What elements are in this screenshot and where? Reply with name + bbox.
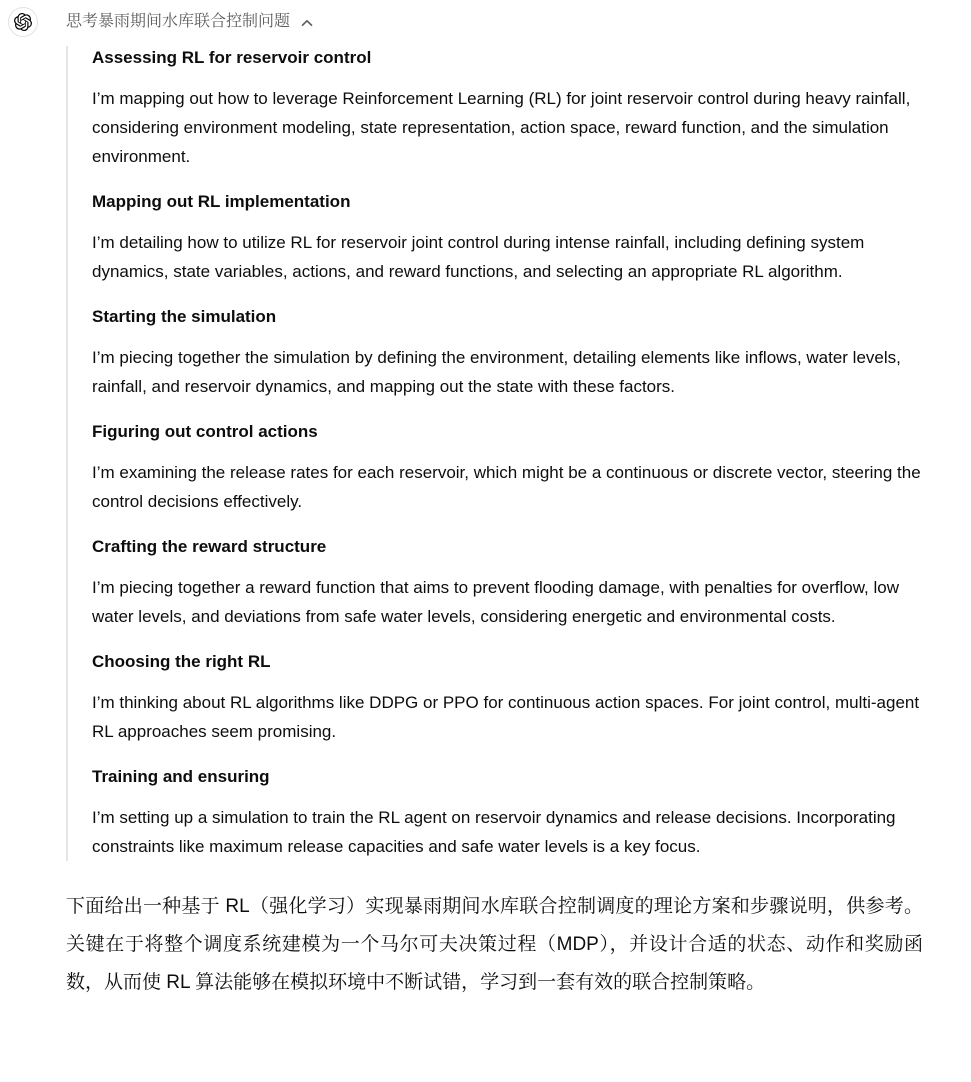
thinking-section bbox=[92, 305, 922, 401]
thinking-body bbox=[66, 46, 922, 861]
answer-text: 下面给出一种基于 RL（强化学习）实现暴雨期间水库联合控制调度的理论方案和步骤说明，供参考。关键在于将整个调度系统建模为一个马尔可夫决策过程（MDP），并设计合适的状态、动作和奖励函数，从而使 RL 算法能够在模拟环境中不断试错，学习到一套有效的联合控制策略。 bbox=[66, 896, 923, 993]
thinking-section-heading: Choosing the right RL bbox=[92, 652, 271, 671]
thinking-section bbox=[92, 650, 922, 746]
chevron-up-icon bbox=[299, 14, 315, 31]
thinking-section bbox=[92, 765, 922, 861]
thinking-section-text: I’m mapping out how to leverage Reinforcement Learning (RL) for joint reservoir control during heavy rainfall, considering environment modeling, state representation, action space, reward function, and the simulation environment. bbox=[92, 89, 911, 166]
thinking-section-heading: Figuring out control actions bbox=[92, 422, 318, 441]
thinking-section-heading: Training and ensuring bbox=[92, 767, 270, 786]
openai-logo-icon bbox=[14, 13, 32, 31]
thinking-section bbox=[92, 46, 922, 171]
thinking-section-text: I’m examining the release rates for each reservoir, which might be a continuous or discrete vector, steering the control decisions effectively. bbox=[92, 463, 921, 511]
thinking-section-text: I’m detailing how to utilize RL for reservoir joint control during intense rainfall, including defining system dynamics, state variables, actions, and reward functions, and selecting an appropriate RL algorithm. bbox=[92, 233, 865, 281]
thinking-section-text: I’m piecing together the simulation by defining the environment, detailing elements like inflows, water levels, rainfall, and reservoir dynamics, and mapping out the state with these factors. bbox=[92, 348, 901, 396]
thinking-section bbox=[92, 535, 922, 631]
thinking-section-text: I’m setting up a simulation to train the RL agent on reservoir dynamics and release decisions. Incorporating constraints like maximum release capacities and safe water levels is a key focus. bbox=[92, 808, 896, 856]
thinking-section-heading: Assessing RL for reservoir control bbox=[92, 48, 372, 67]
thinking-summary-toggle[interactable] bbox=[66, 8, 923, 33]
thinking-section-text: I’m piecing together a reward function that aims to prevent flooding damage, with penalties for overflow, low water levels, and deviations from safe water levels, considering energetic and environmental costs. bbox=[92, 578, 899, 626]
thinking-section-text: I’m thinking about RL algorithms like DDPG or PPO for continuous action spaces. For joint control, multi-agent RL approaches seem promising. bbox=[92, 693, 920, 741]
thinking-summary-title: 思考暴雨期间水库联合控制问题 bbox=[66, 13, 291, 30]
assistant-avatar bbox=[8, 7, 38, 37]
thinking-section bbox=[92, 190, 922, 286]
thinking-section-heading: Crafting the reward structure bbox=[92, 537, 327, 556]
message-content bbox=[66, 8, 923, 1002]
thinking-section-heading: Mapping out RL implementation bbox=[92, 192, 351, 211]
thinking-section bbox=[92, 420, 922, 516]
thinking-section-heading: Starting the simulation bbox=[92, 307, 277, 326]
